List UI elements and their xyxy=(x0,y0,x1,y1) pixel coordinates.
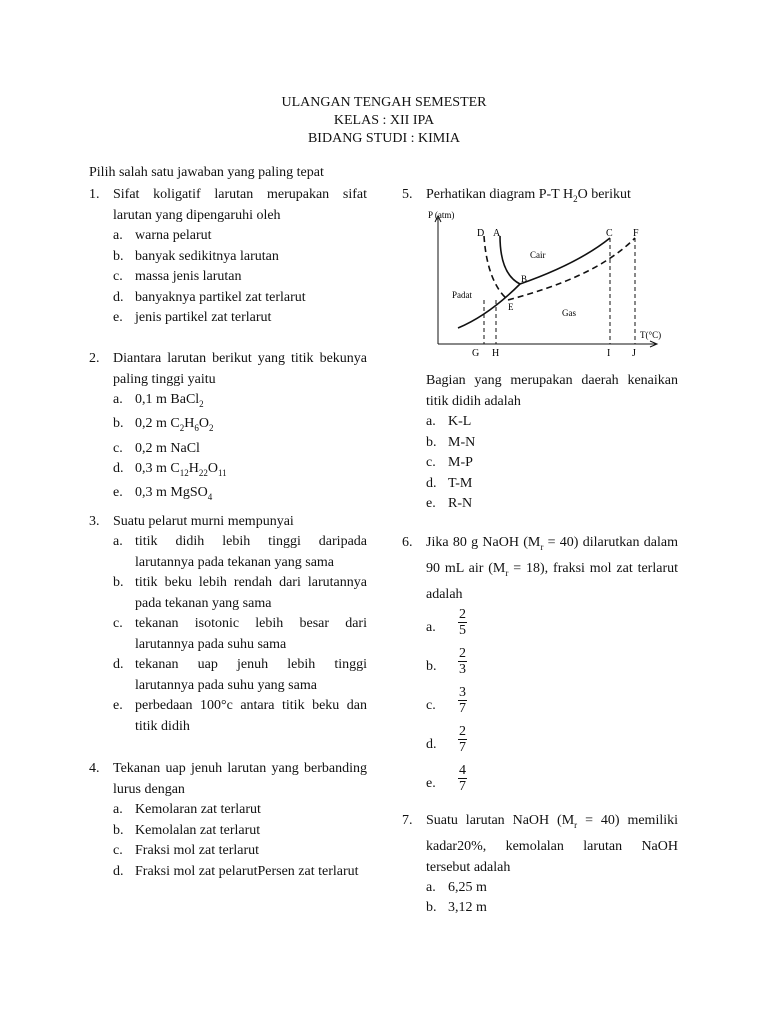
option-letter: e. xyxy=(113,485,123,501)
option-c[interactable] xyxy=(113,841,367,862)
question-6 xyxy=(402,532,678,802)
question-2 xyxy=(89,348,367,508)
fraction xyxy=(458,763,467,794)
melting-curve xyxy=(500,236,520,284)
option-b[interactable] xyxy=(113,573,367,614)
option-letter: a. xyxy=(426,879,436,895)
option-a[interactable] xyxy=(113,800,367,821)
label-a: A xyxy=(493,228,501,239)
text-part: Perhatikan diagram P-T H xyxy=(426,187,574,202)
option-a[interactable] xyxy=(426,412,678,433)
text-subscript: r xyxy=(540,541,544,552)
option-text: tekanan uap jenuh lebih tinggi larutannya pada suhu yang sama xyxy=(135,657,367,693)
option-letter: a. xyxy=(113,534,123,549)
option-text: Kemolaran zat terlarut xyxy=(135,802,261,817)
option-a[interactable] xyxy=(426,607,678,646)
formula-part: H xyxy=(188,461,199,477)
numerator: 2 xyxy=(459,723,466,739)
option-letter: e. xyxy=(113,698,123,713)
text-subscript: 2 xyxy=(573,193,578,204)
region-cair: Cair xyxy=(530,250,546,260)
option-letter: a. xyxy=(113,802,123,817)
option-letter: e. xyxy=(113,310,123,325)
option-letter: a. xyxy=(426,619,436,635)
question-3 xyxy=(89,511,367,737)
question-number: 7. xyxy=(402,813,413,828)
option-d[interactable] xyxy=(113,862,367,883)
fraction xyxy=(458,646,467,677)
option-c[interactable] xyxy=(113,614,367,655)
option-e[interactable] xyxy=(426,494,678,515)
label-f: F xyxy=(633,228,639,239)
fraction xyxy=(458,607,467,638)
option-text: K-L xyxy=(448,414,472,429)
option-letter: c. xyxy=(113,616,123,631)
formula-subscript: 2 xyxy=(179,423,185,434)
formula-subscript: 2 xyxy=(199,398,204,409)
question-number: 6. xyxy=(402,535,413,550)
denominator: 7 xyxy=(459,700,466,716)
numerator: 2 xyxy=(459,645,466,661)
option-letter: c. xyxy=(113,843,123,858)
question-number: 3. xyxy=(89,514,100,529)
y-axis-label: P (atm) xyxy=(428,210,455,220)
option-c[interactable] xyxy=(113,439,367,460)
option-text: M-P xyxy=(448,455,473,470)
option-a[interactable] xyxy=(113,226,367,247)
option-letter: b. xyxy=(113,822,124,838)
option-e[interactable] xyxy=(113,308,367,329)
question-number: 4. xyxy=(89,761,100,776)
option-c[interactable] xyxy=(426,685,678,724)
region-padat: Padat xyxy=(452,290,472,300)
question-number: 1. xyxy=(89,187,100,202)
region-gas: Gas xyxy=(562,308,576,318)
label-j: J xyxy=(632,348,636,359)
option-d[interactable] xyxy=(113,288,367,309)
option-d[interactable] xyxy=(113,655,367,696)
option-text: banyak sedikitnya larutan xyxy=(135,248,279,264)
formula-subscript: 22 xyxy=(198,467,208,478)
option-text: jenis partikel zat terlarut xyxy=(135,310,272,325)
label-g: G xyxy=(472,348,480,359)
exam-title: ULANGAN TENGAH SEMESTER xyxy=(281,95,487,110)
option-letter: c. xyxy=(426,697,436,713)
option-text: banyaknya partikel zat terlarut xyxy=(135,289,306,305)
text-part: = 40) memiliki kadar20%, kemolalan larutan NaOH tersebut adalah xyxy=(426,813,679,875)
option-letter: c. xyxy=(426,455,436,470)
option-letter: a. xyxy=(113,228,123,243)
option-text: 3,12 m xyxy=(448,900,487,916)
option-e[interactable] xyxy=(426,763,678,802)
x-axis-label: T(°C) xyxy=(640,330,662,340)
option-text: R-N xyxy=(448,496,473,511)
question-4 xyxy=(89,758,367,882)
label-b: B xyxy=(521,274,528,284)
option-d[interactable] xyxy=(426,474,678,495)
option-letter: d. xyxy=(113,657,124,672)
option-letter: b. xyxy=(426,434,437,450)
option-text: 6,25 m xyxy=(448,879,487,895)
vaporization-curve xyxy=(520,238,610,284)
label-h: H xyxy=(492,348,500,359)
option-text: Fraksi mol zat pelarutPersen zat terlarut xyxy=(135,863,359,879)
fraction xyxy=(458,685,467,716)
formula-part: 0,3 m MgSO xyxy=(135,485,208,501)
option-letter: b. xyxy=(426,658,437,674)
option-b[interactable] xyxy=(113,414,367,438)
question-text xyxy=(426,532,678,605)
numerator: 4 xyxy=(459,762,466,778)
option-letter: a. xyxy=(426,414,436,429)
option-b[interactable] xyxy=(426,433,678,454)
option-text: tekanan isotonic lebih besar dari larutannya pada suhu sama xyxy=(135,616,367,652)
text-part: = 18), fraksi mol zat terlarut adalah xyxy=(426,560,678,602)
option-a[interactable] xyxy=(426,878,678,899)
formula-subscript: 11 xyxy=(217,467,227,478)
question-7 xyxy=(402,810,678,919)
formula-subscript: 6 xyxy=(194,423,199,434)
option-letter: d. xyxy=(113,289,124,305)
numerator: 3 xyxy=(459,684,466,700)
subject-line: BIDANG STUDI : KIMIA xyxy=(307,131,461,146)
denominator: 7 xyxy=(459,778,466,794)
solution-melting-curve xyxy=(484,236,508,300)
text-part: Suatu larutan NaOH (M xyxy=(426,813,575,828)
option-b[interactable] xyxy=(113,821,367,842)
option-d[interactable] xyxy=(426,724,678,763)
text-part: = 40) dilarutkan dalam 90 mL air (M xyxy=(426,535,678,576)
text-subscript: r xyxy=(574,819,578,830)
instruction: Pilih salah satu jawaban yang paling tepat xyxy=(89,165,324,180)
option-letter: d. xyxy=(113,461,124,477)
numerator: 2 xyxy=(459,606,466,622)
question-text: Tekanan uap jenuh larutan yang berbanding lurus dengan xyxy=(113,761,367,797)
option-text: perbedaan 100°c antara titik beku dan titik didih xyxy=(135,698,367,734)
text-subscript: r xyxy=(505,567,509,578)
option-letter: e. xyxy=(426,496,436,511)
formula-subscript: 2 xyxy=(208,423,214,434)
option-b[interactable] xyxy=(426,898,678,919)
question-text: Sifat koligatif larutan merupakan sifat larutan yang dipengaruhi oleh xyxy=(113,187,367,223)
option-e[interactable] xyxy=(113,696,367,737)
label-c: C xyxy=(606,228,613,239)
formula-part: 0,2 m C xyxy=(135,416,180,432)
class-line: KELAS : XII IPA xyxy=(333,113,435,128)
question-5-body xyxy=(402,370,678,515)
formula-subscript: 12 xyxy=(179,467,189,478)
label-d: D xyxy=(477,228,485,239)
option-text: titik beku lebih rendah dari larutannya pada tekanan yang sama xyxy=(135,575,367,611)
denominator: 5 xyxy=(459,622,466,638)
option-text: massa jenis larutan xyxy=(135,269,242,284)
option-letter: d. xyxy=(426,475,437,491)
formula-subscript: 4 xyxy=(207,492,213,503)
question-text: Bagian yang merupakan daerah kenaikan titik didih adalah xyxy=(426,373,678,409)
question-number: 2. xyxy=(89,351,100,366)
option-letter: c. xyxy=(113,269,123,284)
option-text: T-M xyxy=(448,475,473,491)
option-a[interactable] xyxy=(113,390,367,414)
option-a[interactable] xyxy=(113,532,367,573)
formula-part: 0,3 m C xyxy=(135,461,180,477)
question-text: Suatu pelarut murni mempunyai xyxy=(113,514,294,529)
option-letter: d. xyxy=(113,863,124,879)
option-letter: b. xyxy=(113,248,124,264)
option-letter: d. xyxy=(426,736,437,752)
denominator: 7 xyxy=(459,739,466,755)
question-1 xyxy=(89,184,367,329)
option-text: Fraksi mol zat terlarut xyxy=(135,843,260,858)
solution-vaporization-curve xyxy=(508,238,635,300)
formula-part: H xyxy=(184,416,195,432)
option-letter: b. xyxy=(113,575,124,590)
option-d[interactable] xyxy=(113,459,367,483)
label-i: I xyxy=(607,348,611,359)
option-b[interactable] xyxy=(426,646,678,685)
option-c[interactable] xyxy=(113,267,367,288)
formula-part: 0,2 m NaCl xyxy=(135,440,200,456)
formula-part: O xyxy=(198,416,209,432)
question-text xyxy=(426,810,678,878)
option-letter: b. xyxy=(113,416,124,432)
text-part: Jika 80 g NaOH (M xyxy=(426,535,541,550)
option-e[interactable] xyxy=(113,483,367,507)
label-e: E xyxy=(508,302,514,312)
option-text: Kemolalan zat terlarut xyxy=(135,822,261,838)
formula-part: O xyxy=(207,461,218,477)
option-letter: e. xyxy=(426,775,436,791)
option-text: titik didih lebih tinggi daripada larutannya pada tekanan yang sama xyxy=(135,534,367,570)
option-letter: b. xyxy=(426,900,437,916)
option-c[interactable] xyxy=(426,453,678,474)
option-letter: a. xyxy=(113,392,123,407)
pt-diagram xyxy=(420,206,670,362)
fraction xyxy=(458,724,467,755)
question-text: Diantara larutan berikut yang titik bekunya paling tinggi yaitu xyxy=(113,351,367,387)
question-number: 5. xyxy=(402,187,413,202)
option-letter: c. xyxy=(113,440,123,456)
denominator: 3 xyxy=(459,661,466,677)
text-part: O berikut xyxy=(577,187,631,202)
option-text: M-N xyxy=(448,434,476,450)
formula-part: 0,1 m BaCl xyxy=(135,392,200,407)
option-b[interactable] xyxy=(113,247,367,268)
option-text: warna pelarut xyxy=(135,228,212,243)
